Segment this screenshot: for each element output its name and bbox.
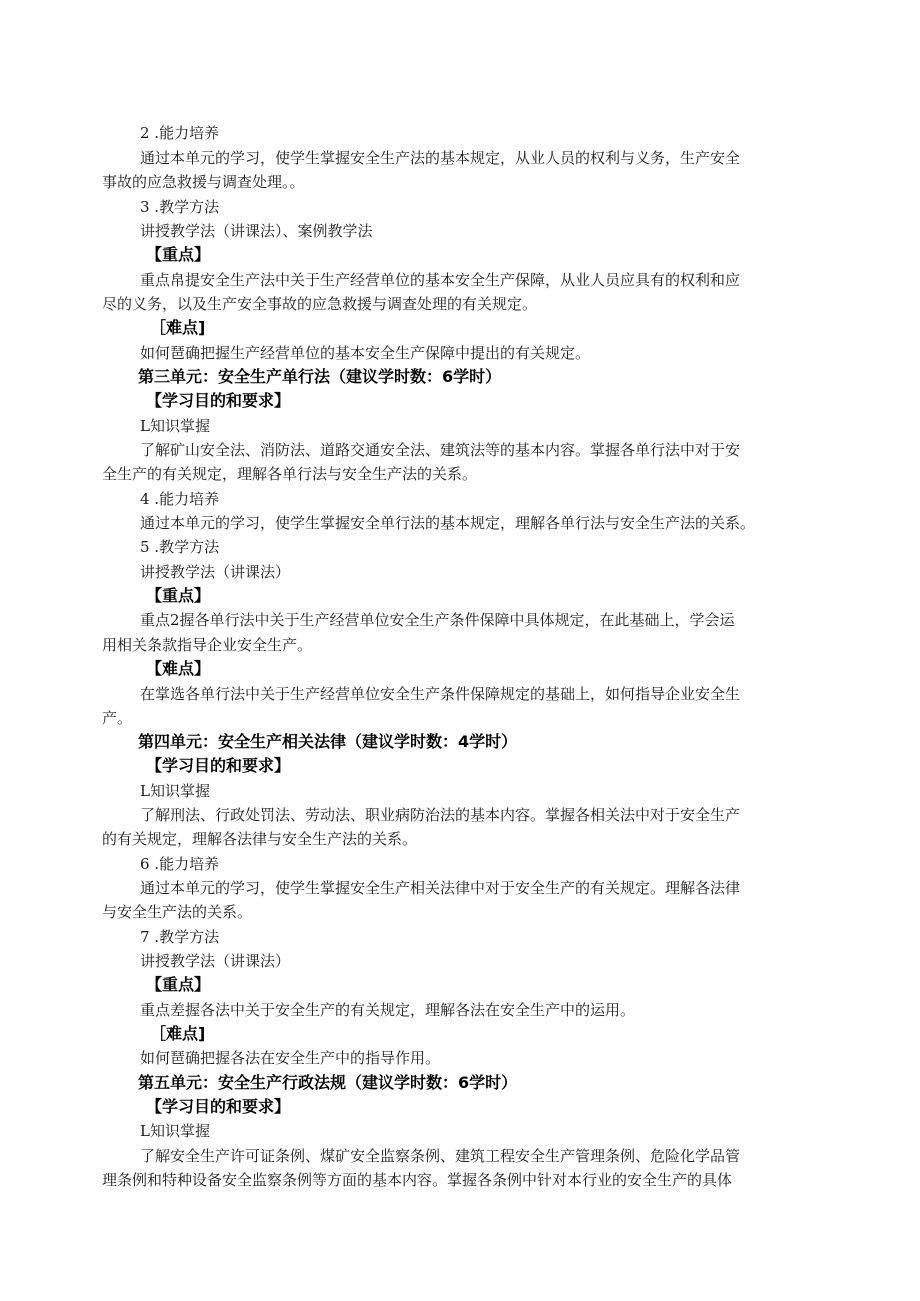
key-point-heading: 【重点】 [146, 586, 211, 605]
paragraph-line: 全生产的有关规定，理解各单行法与安全生产法的关系。 [102, 465, 478, 483]
difficulty-heading: 【难点】 [146, 659, 211, 678]
paragraph-line: 产。 [102, 709, 133, 727]
item-method-heading: 3 .教学方法 [140, 198, 220, 216]
objectives-heading: 【学习目的和要求】 [146, 756, 291, 775]
unit-heading: 第三单元：安全生产单行法（建议学时数：6学时） [138, 367, 502, 386]
paragraph-line: 通过本单元的学习，使学生掌握安全单行法的基本规定，理解各单行法与安全生产法的关系。 [140, 514, 756, 532]
paragraph-line: 在掌选各单行法中关于生产经营单位安全生产条件保障规定的基础上，如何指导企业安全生 [140, 685, 741, 703]
difficulty-heading: ［难点] [150, 318, 206, 337]
paragraph-line: 如何琶确把握各法在安全生产中的指导作用。 [140, 1049, 441, 1067]
item-ability-heading: 4 .能力培养 [140, 490, 220, 508]
item-ability-heading: 6 .能力培养 [140, 855, 220, 873]
difficulty-heading: ［难点] [150, 1024, 206, 1043]
paragraph-line: 重点差握各法中关于安全生产的有关规定，理解各法在安全生产中的运用。 [140, 1001, 636, 1019]
unit-heading: 第五单元：安全生产行政法规（建议学时数：6学时） [138, 1073, 518, 1092]
unit-heading: 第四单元：安全生产相关法律（建议学时数：4学时） [138, 732, 518, 751]
paragraph-line: 讲授教学法（讲课法） [140, 563, 291, 581]
paragraph-line: 事故的应急救援与调查处理。。 [102, 173, 305, 191]
paragraph-line: 通过本单元的学习，使学生掌握安全生产相关法律中对于安全生产的有关规定。理解各法律 [140, 879, 741, 897]
paragraph-line: 理条例和特种设备安全监察条例等方面的基本内容。掌握各条例中针对本行业的安全生产的具体 [102, 1171, 733, 1189]
objectives-heading: 【学习目的和要求】 [146, 1097, 291, 1116]
paragraph-line: 了解刑法、行政处罚法、劳动法、职业病防治法的基本内容。掌握各相关法中对于安全生产 [140, 806, 741, 824]
paragraph-line: 通过本单元的学习，使学生掌握安全生产法的基本规定，从业人员的权利与义务，生产安全 [140, 149, 741, 167]
paragraph-line: 讲授教学法（讲课法） [140, 952, 291, 970]
paragraph-line: 如何琶确把握生产经营单位的基本安全生产保障中提出的有关规定。 [140, 344, 591, 362]
paragraph-line: 尽的义务，以及生产安全事故的应急救援与调查处理的有关规定。 [102, 295, 538, 313]
item-knowledge-heading: L知识掌握 [140, 417, 210, 435]
paragraph-line: 讲授教学法（讲课法）、案例教学法 [140, 222, 373, 240]
key-point-heading: 【重点】 [146, 975, 211, 994]
item-method-heading: 5 .教学方法 [140, 538, 220, 556]
objectives-heading: 【学习目的和要求】 [146, 391, 291, 410]
paragraph-line: 了解矿山安全法、消防法、道路交通安全法、建筑法等的基本内容。掌握各单行法中对于安 [140, 441, 741, 459]
item-knowledge-heading: L知识掌握 [140, 782, 210, 800]
item-ability-heading: 2 .能力培养 [140, 124, 220, 142]
key-point-heading: 【重点】 [146, 245, 211, 264]
paragraph-line: 了解安全生产许可证条例、煤矿安全监察条例、建筑工程安全生产管理条例、危险化学品管 [140, 1147, 741, 1165]
paragraph-line: 的有关规定，理解各法律与安全生产法的关系。 [102, 830, 418, 848]
paragraph-line: 与安全生产法的关系。 [102, 903, 253, 921]
paragraph-line: 重点2握各单行法中关于生产经营单位安全生产条件保障中具体规定，在此基础上，学会运 [140, 611, 735, 629]
item-knowledge-heading: L知识掌握 [140, 1122, 210, 1140]
paragraph-line: 重点帛提安全生产法中关于生产经营单位的基本安全生产保障，从业人员应具有的权利和应 [140, 271, 741, 289]
paragraph-line: 用相关条款指导企业安全生产。 [102, 636, 313, 654]
item-method-heading: 7 .教学方法 [140, 928, 220, 946]
